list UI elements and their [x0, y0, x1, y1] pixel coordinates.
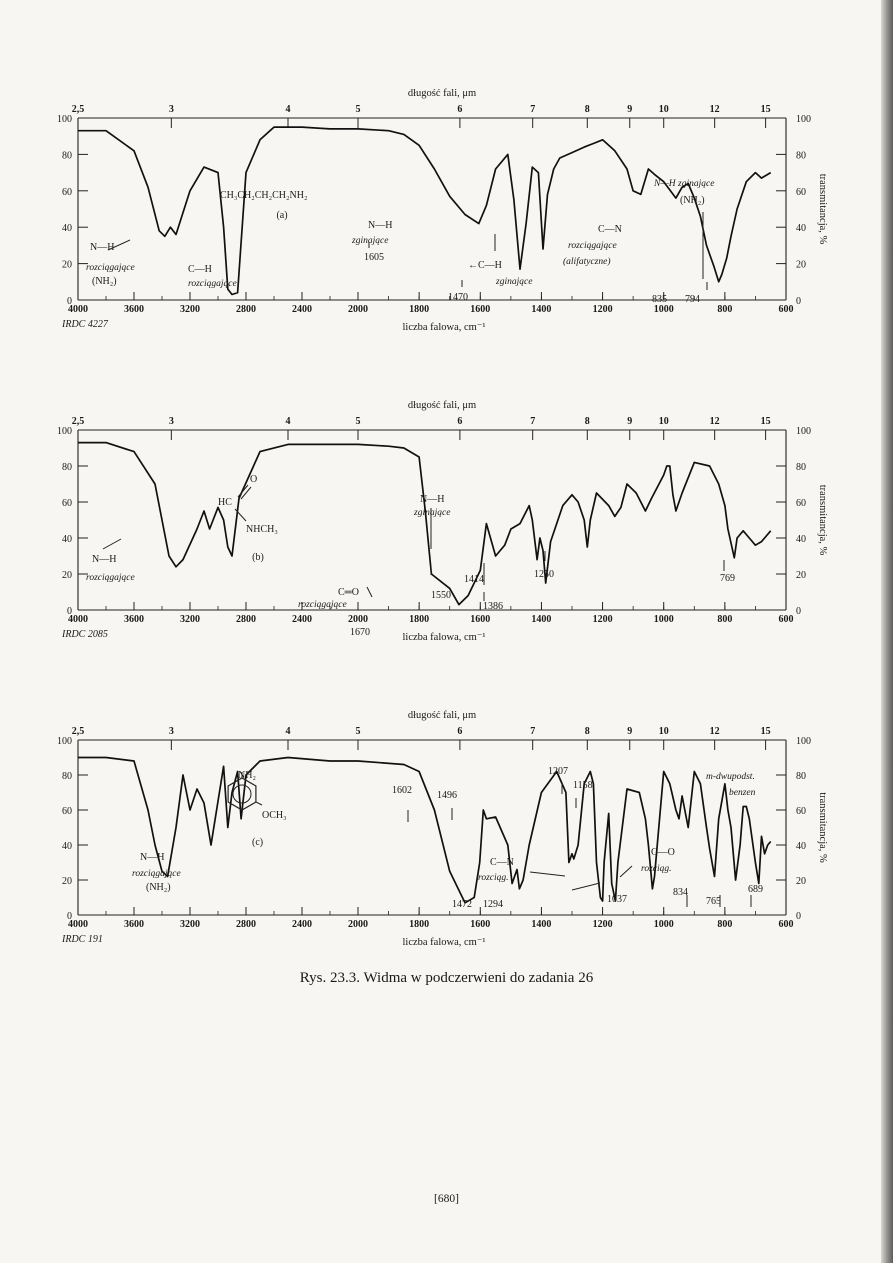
x-tick-label: 800	[717, 919, 733, 930]
y-tick-label-right: 40	[796, 534, 806, 545]
peak-annotation: rozciąg.	[478, 873, 509, 883]
y-tick-label: 100	[57, 114, 72, 125]
figure-caption: Rys. 23.3. Widma w podczerwieni do zadania 26	[299, 970, 594, 986]
top-tick-label: 3	[168, 416, 174, 427]
x-tick-label: 2800	[236, 614, 256, 625]
peak-annotation: C—N	[490, 857, 514, 868]
y-tick-label-right: 20	[796, 259, 806, 271]
top-tick-label: 3	[168, 104, 174, 115]
peak-annotation: 1670	[350, 627, 370, 638]
peak-annotation: 794	[685, 294, 700, 305]
peak-annotation: rozciągające	[86, 263, 135, 273]
peak-annotation: C═O	[338, 587, 359, 598]
x-tick-label: 3200	[180, 919, 200, 930]
peak-annotation: C—O	[651, 847, 675, 858]
peak-annotation: 1294	[483, 899, 503, 910]
x-tick-label: 4000	[68, 614, 88, 625]
y-tick-label-right: 20	[796, 876, 806, 887]
peak-annotation: 1550	[431, 590, 451, 601]
x-tick-label: 4000	[68, 304, 88, 315]
y-tick-label-right: 0	[796, 911, 801, 922]
y-axis-title: transmitancja, %	[817, 173, 828, 245]
y-tick-label: 0	[67, 911, 72, 922]
x-tick-label: 3200	[180, 614, 200, 625]
y-tick-label-right: 0	[796, 296, 801, 307]
x-tick-label: 600	[778, 919, 794, 930]
y-tick-label-right: 60	[796, 498, 806, 509]
peak-annotation: (NH₂)	[146, 882, 171, 893]
top-tick-label: 5	[355, 726, 361, 737]
top-tick-label: 8	[584, 416, 590, 427]
peak-annotation: 1250	[534, 569, 554, 580]
y-tick-label: 80	[62, 462, 72, 473]
peak-annotation: m-dwupodst.	[706, 772, 755, 782]
peak-annotation: 769	[720, 573, 735, 584]
peak-annotation: rozciągające	[568, 241, 617, 251]
top-tick-label: 12	[709, 416, 720, 427]
top-tick-label: 2,5	[71, 416, 85, 427]
y-tick-label-right: 0	[796, 606, 801, 617]
peak-annotation: 1472	[452, 899, 472, 910]
ir-spectrum-chart-b	[0, 385, 893, 665]
peak-annotation: ←C—H	[468, 260, 502, 271]
catalog-number: IRDC 191	[62, 934, 103, 945]
y-tick-label: 40	[62, 841, 72, 852]
peak-annotation: NHCH₃	[246, 524, 278, 535]
y-tick-label: 100	[57, 426, 72, 437]
top-tick-label: 8	[584, 726, 590, 737]
y-tick-label: 20	[62, 259, 72, 271]
top-axis-title: długość fali, μm	[407, 710, 477, 721]
y-tick-label: 0	[67, 296, 72, 307]
panel-label: (a)	[276, 210, 288, 221]
page-number: [680]	[434, 1193, 459, 1205]
ir-spectrum-chart-c	[0, 690, 893, 960]
spectrum-line	[78, 443, 771, 605]
x-tick-label: 800	[717, 304, 733, 315]
x-tick-label: 3200	[180, 304, 200, 315]
peak-annotation: 1386	[483, 601, 503, 612]
top-tick-label: 9	[627, 726, 633, 737]
top-tick-label: 15	[760, 726, 771, 737]
peak-annotation: 1414	[464, 574, 484, 585]
peak-annotation: 689	[748, 884, 763, 895]
top-tick-label: 15	[760, 104, 771, 115]
top-tick-label: 15	[760, 416, 771, 427]
och3-bond	[256, 802, 262, 805]
peak-annotation: N—H zginające	[654, 179, 715, 189]
x-axis-title: liczba falowa, cm⁻¹	[402, 322, 486, 333]
peak-annotation: 835	[652, 294, 667, 305]
y-tick-label: 20	[62, 570, 72, 581]
peak-annotation: rozciągające	[298, 600, 347, 610]
peak-annotation: (alifatyczne)	[563, 257, 611, 267]
ir-spectrum-chart-a	[0, 80, 893, 350]
y-tick-label: 100	[57, 736, 72, 747]
y-tick-label-right: 100	[796, 114, 811, 125]
annotation-pointer	[103, 539, 121, 549]
y-tick-label-right: 60	[796, 186, 806, 198]
peak-annotation: 765	[706, 896, 721, 907]
spectrum-line	[78, 758, 771, 903]
x-tick-label: 1400	[531, 614, 552, 625]
y-tick-label-right: 60	[796, 806, 806, 817]
y-tick-label: 60	[62, 186, 72, 198]
x-tick-label: 1600	[470, 304, 491, 315]
y-tick-label: 40	[62, 223, 72, 235]
y-tick-label-right: 40	[796, 841, 806, 852]
top-tick-label: 12	[709, 726, 720, 737]
structure-label: NH₂	[238, 770, 256, 781]
x-tick-label: 1200	[592, 304, 613, 315]
peak-annotation: HC	[218, 497, 232, 508]
peak-annotation: (NH₂)	[92, 276, 117, 287]
x-tick-label: 2400	[292, 919, 312, 930]
top-axis-title: długość fali, μm	[407, 400, 477, 411]
y-tick-label: 20	[62, 876, 72, 887]
peak-annotation: rozciąg.	[641, 864, 672, 874]
x-tick-label: 1200	[592, 919, 613, 930]
x-tick-label: 1800	[409, 304, 430, 315]
x-axis-title: liczba falowa, cm⁻¹	[402, 632, 486, 643]
peak-annotation: O	[250, 474, 258, 485]
x-tick-label: 600	[778, 304, 794, 315]
top-tick-label: 10	[658, 416, 669, 427]
top-tick-label: 5	[355, 104, 361, 115]
y-tick-label: 40	[62, 534, 72, 545]
x-tick-label: 1200	[592, 614, 613, 625]
y-axis-title: transmitancja, %	[817, 792, 828, 863]
aromatic-circle	[233, 785, 251, 803]
top-tick-label: 5	[355, 416, 361, 427]
spectrum-line	[78, 127, 771, 294]
top-tick-label: 10	[658, 726, 669, 737]
peak-annotation: 1037	[607, 894, 627, 905]
x-tick-label: 1600	[470, 919, 491, 930]
peak-annotation: rozciągające	[86, 573, 135, 583]
x-tick-label: 1800	[409, 614, 430, 625]
top-tick-label: 10	[658, 104, 669, 115]
top-tick-label: 8	[584, 104, 590, 115]
top-tick-label: 6	[457, 416, 463, 427]
peak-annotation: N—H	[420, 494, 445, 505]
peak-annotation: rozciągające	[132, 869, 181, 879]
x-tick-label: 3600	[124, 304, 144, 315]
top-tick-label: 7	[530, 104, 536, 115]
y-tick-label-right: 80	[796, 462, 806, 473]
top-tick-label: 4	[285, 726, 291, 737]
structure-label: OCH₃	[262, 810, 287, 821]
peak-annotation: 1207	[548, 766, 568, 777]
x-tick-label: 2400	[292, 614, 312, 625]
top-tick-label: 2,5	[71, 104, 85, 115]
top-tick-label: 3	[168, 726, 174, 737]
top-tick-label: 4	[285, 104, 291, 115]
top-tick-label: 12	[709, 104, 720, 115]
structure-label: (c)	[252, 837, 264, 848]
catalog-number: IRDC 4227	[62, 319, 108, 330]
peak-annotation: N—H	[90, 242, 115, 253]
peak-annotation: N—H	[368, 220, 393, 231]
x-tick-label: 2800	[236, 304, 256, 315]
annotation-pointer	[530, 872, 565, 876]
x-tick-label: 3600	[124, 614, 144, 625]
peak-annotation: 1602	[392, 785, 412, 796]
x-tick-label: 600	[778, 614, 794, 625]
y-tick-label: 60	[62, 806, 72, 817]
y-tick-label: 60	[62, 498, 72, 509]
x-tick-label: 2000	[348, 614, 368, 625]
peak-annotation: N—H	[140, 852, 165, 863]
y-tick-label: 80	[62, 150, 72, 162]
peak-annotation: C—H	[188, 264, 212, 275]
x-axis-title: liczba falowa, cm⁻¹	[402, 937, 486, 948]
peak-annotation: 1470	[448, 292, 468, 303]
y-tick-label-right: 100	[796, 736, 811, 747]
x-tick-label: 1400	[531, 919, 552, 930]
y-tick-label-right: 40	[796, 223, 806, 235]
catalog-number: IRDC 2085	[62, 629, 108, 640]
peak-annotation: 834	[673, 887, 688, 898]
y-tick-label: 80	[62, 771, 72, 782]
annotation-pointer	[367, 587, 372, 597]
peak-annotation: rozciągające	[188, 279, 237, 289]
x-tick-label: 3600	[124, 919, 144, 930]
x-tick-label: 2800	[236, 919, 256, 930]
double-bond-line	[238, 485, 248, 497]
x-tick-label: 1400	[531, 304, 552, 315]
top-tick-label: 9	[627, 104, 633, 115]
y-tick-label: 0	[67, 606, 72, 617]
top-tick-label: 6	[457, 104, 463, 115]
y-tick-label-right: 20	[796, 570, 806, 581]
peak-annotation: C—N	[598, 224, 622, 235]
annotation-pointer	[620, 866, 632, 877]
y-tick-label-right: 80	[796, 771, 806, 782]
panel-label: (b)	[252, 552, 264, 563]
x-tick-label: 1800	[409, 919, 430, 930]
y-axis-title: transmitancja, %	[817, 484, 828, 556]
top-tick-label: 4	[285, 416, 291, 427]
compound-formula: CH₃CH₂CH₂CH₂NH₂	[220, 190, 308, 201]
peak-annotation: zginające	[496, 277, 533, 287]
peak-annotation: N—H	[92, 554, 117, 565]
x-tick-label: 1000	[653, 919, 674, 930]
x-tick-label: 4000	[68, 919, 88, 930]
y-tick-label-right: 80	[796, 150, 806, 162]
peak-annotation: (NH₂)	[680, 195, 705, 206]
x-tick-label: 800	[717, 614, 733, 625]
top-tick-label: 7	[530, 726, 536, 737]
x-tick-label: 1000	[653, 304, 674, 315]
top-tick-label: 2,5	[71, 726, 85, 737]
top-axis-title: długość fali, μm	[407, 88, 477, 99]
x-tick-label: 1600	[470, 614, 491, 625]
peak-annotation: 1496	[437, 790, 457, 801]
annotation-pointer	[572, 883, 600, 890]
peak-annotation: benzen	[729, 788, 756, 798]
y-tick-label-right: 100	[796, 426, 811, 437]
x-tick-label: 1000	[653, 614, 674, 625]
top-tick-label: 9	[627, 416, 633, 427]
x-tick-label: 2400	[292, 304, 312, 315]
top-tick-label: 6	[457, 726, 463, 737]
top-tick-label: 7	[530, 416, 536, 427]
peak-annotation: 1158	[573, 780, 593, 791]
peak-annotation: zginające	[352, 236, 389, 246]
x-tick-label: 2000	[348, 304, 368, 315]
peak-annotation: zginające	[414, 508, 451, 518]
peak-annotation: 1605	[364, 252, 384, 263]
x-tick-label: 2000	[348, 919, 368, 930]
